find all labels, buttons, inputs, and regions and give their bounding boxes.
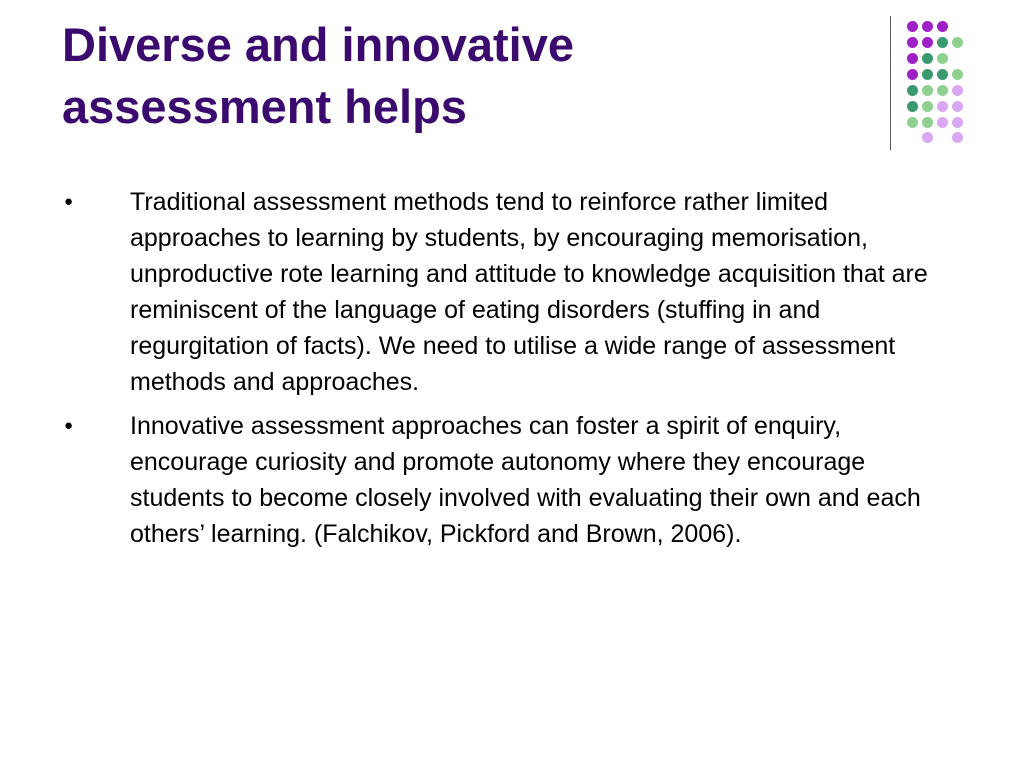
decorative-dot <box>952 117 963 128</box>
decorative-dot <box>907 37 918 48</box>
decorative-dot <box>922 117 933 128</box>
decorative-dot <box>937 21 948 32</box>
slide-title <box>62 14 862 138</box>
decorative-dot <box>937 69 948 80</box>
decorative-dot <box>922 101 933 112</box>
title-line-2: assessment helps <box>62 80 467 133</box>
decorative-dot <box>952 101 963 112</box>
decorative-dot <box>922 37 933 48</box>
decorative-dot <box>952 69 963 80</box>
bullet-dot-icon: ● <box>64 417 74 434</box>
bullet-text: Innovative assessment approaches can foster a spirit of enquiry, encourage curiosity and promote autonomy where they encourage students to become closely involved with evaluating their own and each others’ learning. (Falchikov, Pickford and Brown, 2006). <box>130 412 921 548</box>
decorative-dot <box>937 85 948 96</box>
bullet-item <box>64 408 950 552</box>
decorative-dot <box>907 117 918 128</box>
decorative-dot <box>922 21 933 32</box>
decorative-dot <box>907 21 918 32</box>
decorative-dot <box>922 69 933 80</box>
decorative-dot <box>937 117 948 128</box>
bullet-list <box>0 184 950 560</box>
decorative-dot <box>922 132 933 143</box>
decorative-dot <box>952 132 963 143</box>
decorative-dot <box>907 69 918 80</box>
decorative-dot <box>907 53 918 64</box>
decorative-dot <box>907 85 918 96</box>
bullet-text: Traditional assessment methods tend to reinforce rather limited approaches to learning by students, by encouraging memorisation, unproductive rote learning and attitude to knowledge acquisition that are reminiscent of the language of eating disorders (stuffing in and regurgitation of facts). We need to utilise a wide range of assessment methods and approaches. <box>130 188 928 396</box>
bullet-dot-icon: ● <box>64 193 74 210</box>
decorative-dot <box>952 37 963 48</box>
decorative-dot <box>937 53 948 64</box>
decorative-dot <box>922 85 933 96</box>
decorative-dot <box>937 37 948 48</box>
decorative-dot <box>952 85 963 96</box>
title-line-1: Diverse and innovative <box>62 18 574 71</box>
decorative-dot <box>937 101 948 112</box>
decorative-dot <box>922 53 933 64</box>
decorative-divider <box>890 16 891 150</box>
bullet-item <box>64 184 950 400</box>
decorative-dot <box>907 101 918 112</box>
